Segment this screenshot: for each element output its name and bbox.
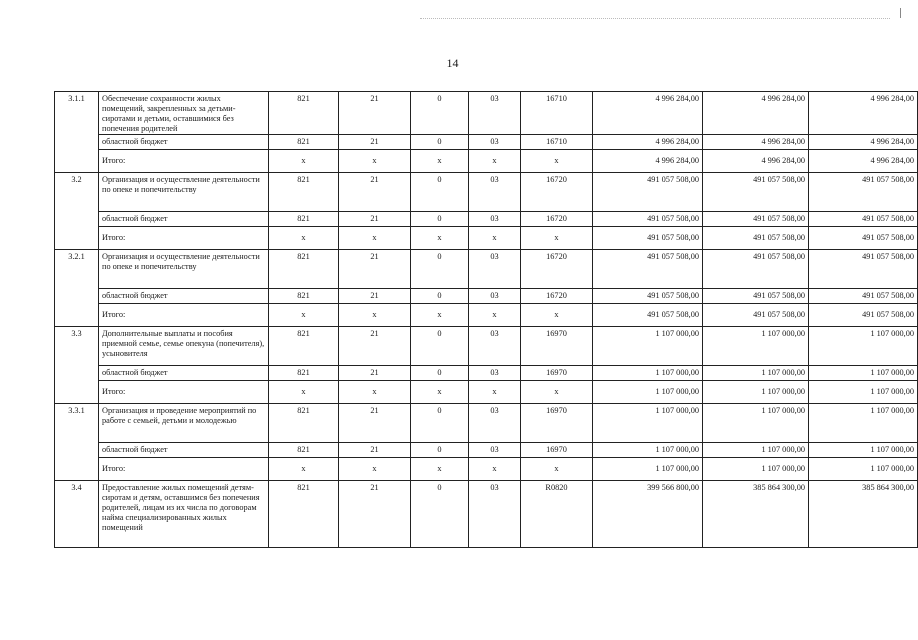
- code-cell: 21: [339, 135, 411, 150]
- total-row: [55, 227, 918, 250]
- scan-artifact: [420, 18, 890, 21]
- code-cell: 21: [339, 327, 411, 366]
- code-cell: x: [269, 304, 339, 327]
- amount-cell: 491 057 508,00: [703, 173, 809, 212]
- code-cell: 21: [339, 404, 411, 443]
- code-cell: 21: [339, 173, 411, 212]
- total-row: [55, 381, 918, 404]
- code-cell: 0: [411, 250, 469, 289]
- amount-cell: 1 107 000,00: [703, 404, 809, 443]
- amount-cell: 4 996 284,00: [809, 92, 918, 135]
- budget-source-label: областной бюджет: [99, 366, 269, 381]
- row-number: 3.4: [55, 481, 99, 548]
- amount-cell: 1 107 000,00: [809, 381, 918, 404]
- code-cell: 03: [469, 92, 521, 135]
- code-cell: 03: [469, 404, 521, 443]
- code-cell: 821: [269, 92, 339, 135]
- code-cell: x: [269, 227, 339, 250]
- table-body: [55, 92, 918, 548]
- code-cell: 0: [411, 443, 469, 458]
- amount-cell: 491 057 508,00: [593, 212, 703, 227]
- total-label: Итого:: [99, 381, 269, 404]
- total-label: Итого:: [99, 458, 269, 481]
- amount-cell: 4 996 284,00: [593, 135, 703, 150]
- code-cell: 821: [269, 173, 339, 212]
- code-cell: x: [411, 227, 469, 250]
- total-label: Итого:: [99, 304, 269, 327]
- code-cell: 0: [411, 366, 469, 381]
- code-cell: x: [339, 381, 411, 404]
- code-cell: 0: [411, 404, 469, 443]
- code-cell: 21: [339, 92, 411, 135]
- code-cell: 21: [339, 481, 411, 548]
- budget-source-label: областной бюджет: [99, 212, 269, 227]
- amount-cell: 4 996 284,00: [703, 135, 809, 150]
- code-cell: x: [339, 150, 411, 173]
- code-cell: 21: [339, 366, 411, 381]
- code-cell: x: [411, 150, 469, 173]
- code-cell: 16710: [521, 135, 593, 150]
- code-cell: 03: [469, 135, 521, 150]
- amount-cell: 4 996 284,00: [703, 92, 809, 135]
- amount-cell: 1 107 000,00: [809, 404, 918, 443]
- budget-source-row: [55, 212, 918, 227]
- budget-source-row: [55, 289, 918, 304]
- code-cell: 03: [469, 443, 521, 458]
- amount-cell: 491 057 508,00: [593, 250, 703, 289]
- code-cell: 0: [411, 173, 469, 212]
- amount-cell: 491 057 508,00: [593, 173, 703, 212]
- code-cell: x: [469, 458, 521, 481]
- row-number: 3.3.1: [55, 404, 99, 481]
- amount-cell: 1 107 000,00: [809, 366, 918, 381]
- budget-source-row: [55, 443, 918, 458]
- budget-table: [54, 91, 918, 548]
- row-title: Организация и осуществление деятельности по опеке и попечительству: [99, 250, 269, 289]
- budget-source-row: [55, 366, 918, 381]
- scan-edge-mark: [900, 8, 901, 18]
- code-cell: 0: [411, 481, 469, 548]
- row-number: 3.2.1: [55, 250, 99, 327]
- budget-source-label: областной бюджет: [99, 135, 269, 150]
- amount-cell: 1 107 000,00: [703, 381, 809, 404]
- amount-cell: 4 996 284,00: [809, 135, 918, 150]
- code-cell: R0820: [521, 481, 593, 548]
- code-cell: 821: [269, 327, 339, 366]
- code-cell: 821: [269, 366, 339, 381]
- code-cell: 0: [411, 92, 469, 135]
- code-cell: 03: [469, 481, 521, 548]
- amount-cell: 491 057 508,00: [593, 227, 703, 250]
- budget-source-label: областной бюджет: [99, 289, 269, 304]
- code-cell: x: [469, 304, 521, 327]
- budget-source-label: областной бюджет: [99, 443, 269, 458]
- total-label: Итого:: [99, 227, 269, 250]
- code-cell: 03: [469, 327, 521, 366]
- code-cell: 16720: [521, 289, 593, 304]
- amount-cell: 491 057 508,00: [809, 289, 918, 304]
- code-cell: 16720: [521, 173, 593, 212]
- amount-cell: 491 057 508,00: [809, 173, 918, 212]
- code-cell: 21: [339, 289, 411, 304]
- code-cell: x: [269, 458, 339, 481]
- amount-cell: 1 107 000,00: [593, 458, 703, 481]
- amount-cell: 491 057 508,00: [703, 304, 809, 327]
- code-cell: x: [339, 304, 411, 327]
- code-cell: x: [469, 150, 521, 173]
- section-title-row: [55, 327, 918, 366]
- page-number: 14: [446, 56, 459, 70]
- amount-cell: 1 107 000,00: [593, 404, 703, 443]
- code-cell: 16720: [521, 250, 593, 289]
- amount-cell: 1 107 000,00: [703, 458, 809, 481]
- amount-cell: 4 996 284,00: [593, 92, 703, 135]
- code-cell: 821: [269, 443, 339, 458]
- code-cell: x: [411, 304, 469, 327]
- code-cell: 821: [269, 212, 339, 227]
- amount-cell: 491 057 508,00: [809, 212, 918, 227]
- amount-cell: 385 864 300,00: [809, 481, 918, 548]
- row-title: Дополнительные выплаты и пособия приемной семье, семье опекуна (попечителя), усыновителя: [99, 327, 269, 366]
- row-title: Предоставление жилых помещений детям-сиротам и детям, оставшимся без попечения родителей, лицам из их числа по договорам найма специализированных жилых помещений: [99, 481, 269, 548]
- amount-cell: 1 107 000,00: [703, 366, 809, 381]
- section-title-row: [55, 250, 918, 289]
- amount-cell: 491 057 508,00: [703, 212, 809, 227]
- code-cell: 03: [469, 289, 521, 304]
- amount-cell: 491 057 508,00: [703, 227, 809, 250]
- code-cell: 21: [339, 443, 411, 458]
- amount-cell: 1 107 000,00: [593, 381, 703, 404]
- code-cell: 21: [339, 250, 411, 289]
- amount-cell: 491 057 508,00: [703, 289, 809, 304]
- total-label: Итого:: [99, 150, 269, 173]
- section-title-row: [55, 173, 918, 212]
- row-title: Обеспечение сохранности жилых помещений, закрепленных за детьми-сиротами и детьми, оставшимися без попечения родителей: [99, 92, 269, 135]
- section-title-row: [55, 404, 918, 443]
- code-cell: 16710: [521, 92, 593, 135]
- code-cell: 821: [269, 135, 339, 150]
- code-cell: 03: [469, 212, 521, 227]
- code-cell: 03: [469, 250, 521, 289]
- row-number: 3.3: [55, 327, 99, 404]
- budget-source-row: [55, 135, 918, 150]
- total-row: [55, 458, 918, 481]
- code-cell: 16970: [521, 366, 593, 381]
- code-cell: x: [411, 458, 469, 481]
- code-cell: x: [269, 381, 339, 404]
- amount-cell: 1 107 000,00: [703, 327, 809, 366]
- amount-cell: 1 107 000,00: [593, 366, 703, 381]
- code-cell: 03: [469, 366, 521, 381]
- amount-cell: 4 996 284,00: [809, 150, 918, 173]
- amount-cell: 1 107 000,00: [809, 458, 918, 481]
- code-cell: x: [469, 227, 521, 250]
- code-cell: 16720: [521, 212, 593, 227]
- amount-cell: 1 107 000,00: [809, 327, 918, 366]
- section-title-row: [55, 481, 918, 548]
- code-cell: x: [469, 381, 521, 404]
- code-cell: 16970: [521, 327, 593, 366]
- amount-cell: 491 057 508,00: [593, 289, 703, 304]
- amount-cell: 491 057 508,00: [703, 250, 809, 289]
- code-cell: x: [521, 458, 593, 481]
- code-cell: 821: [269, 289, 339, 304]
- code-cell: 16970: [521, 443, 593, 458]
- code-cell: x: [339, 227, 411, 250]
- amount-cell: 1 107 000,00: [703, 443, 809, 458]
- amount-cell: 491 057 508,00: [809, 304, 918, 327]
- amount-cell: 4 996 284,00: [703, 150, 809, 173]
- total-row: [55, 150, 918, 173]
- row-title: Организация и проведение мероприятий по работе с семьей, детьми и молодежью: [99, 404, 269, 443]
- code-cell: 03: [469, 173, 521, 212]
- code-cell: 0: [411, 135, 469, 150]
- code-cell: x: [521, 304, 593, 327]
- code-cell: 821: [269, 404, 339, 443]
- code-cell: 0: [411, 289, 469, 304]
- code-cell: x: [269, 150, 339, 173]
- code-cell: 21: [339, 212, 411, 227]
- amount-cell: 399 566 800,00: [593, 481, 703, 548]
- code-cell: x: [521, 381, 593, 404]
- row-number: 3.1.1: [55, 92, 99, 173]
- code-cell: 821: [269, 481, 339, 548]
- code-cell: 0: [411, 327, 469, 366]
- row-number: 3.2: [55, 173, 99, 250]
- total-row: [55, 304, 918, 327]
- amount-cell: 1 107 000,00: [593, 443, 703, 458]
- code-cell: x: [521, 227, 593, 250]
- code-cell: x: [521, 150, 593, 173]
- row-title: Организация и осуществление деятельности по опеке и попечительству: [99, 173, 269, 212]
- amount-cell: 491 057 508,00: [809, 250, 918, 289]
- amount-cell: 491 057 508,00: [593, 304, 703, 327]
- amount-cell: 1 107 000,00: [809, 443, 918, 458]
- code-cell: 0: [411, 212, 469, 227]
- amount-cell: 491 057 508,00: [809, 227, 918, 250]
- section-title-row: [55, 92, 918, 135]
- code-cell: x: [411, 381, 469, 404]
- amount-cell: 1 107 000,00: [593, 327, 703, 366]
- code-cell: 821: [269, 250, 339, 289]
- amount-cell: 385 864 300,00: [703, 481, 809, 548]
- code-cell: 16970: [521, 404, 593, 443]
- code-cell: x: [339, 458, 411, 481]
- amount-cell: 4 996 284,00: [593, 150, 703, 173]
